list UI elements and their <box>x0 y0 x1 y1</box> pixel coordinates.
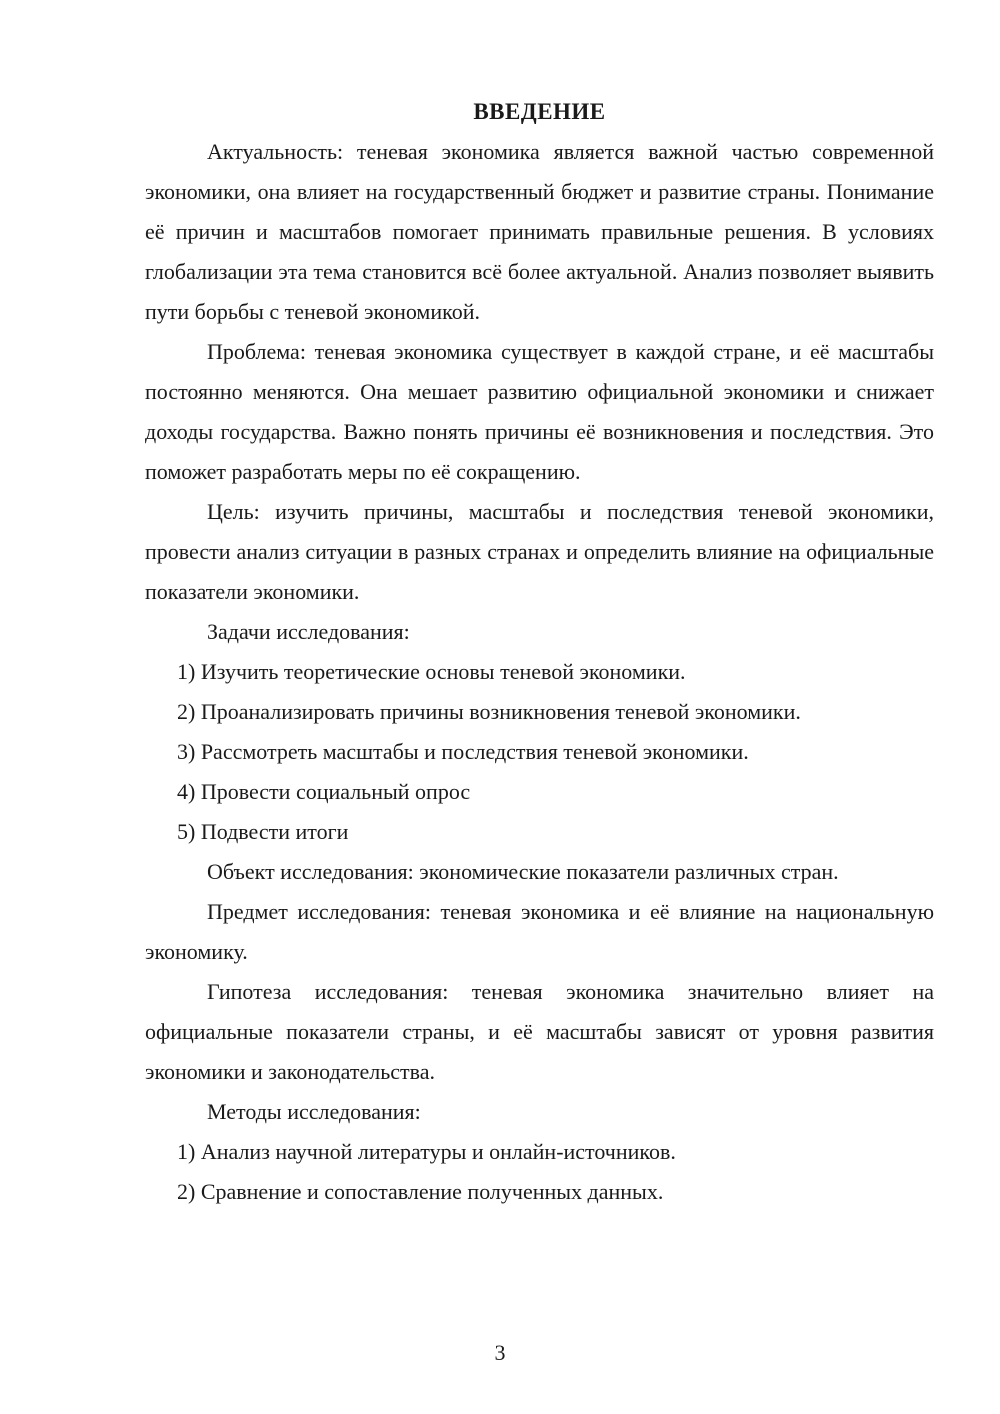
document-content <box>145 92 934 1212</box>
methods-heading: Методы исследования: <box>207 1099 421 1124</box>
paragraph-goal: Цель: изучить причины, масштабы и последствия теневой экономики, провести анализ ситуации в разных странах и определить влияние на официальные показатели экономики. <box>145 499 934 604</box>
methods-list <box>145 1132 934 1212</box>
paragraph-subject: Предмет исследования: теневая экономика и её влияние на национальную экономику. <box>145 899 934 964</box>
page-number: 3 <box>494 1340 506 1365</box>
paragraph-hypothesis: Гипотеза исследования: теневая экономика значительно влияет на официальные показатели страны, и её масштабы зависят от уровня развития экономики и законодательства. <box>145 979 934 1084</box>
paragraph-relevance: Актуальность: теневая экономика является важной частью современной экономики, она влияет на государственный бюджет и развитие страны. Понимание её причин и масштабов помогает принимать правильные решения. В условиях глобализации эта тема становится всё более актуальной. Анализ позволяет выявить пути борьбы с теневой экономикой. <box>145 139 934 324</box>
method-item-1: 1) Анализ научной литературы и онлайн-источников. <box>177 1139 676 1164</box>
task-item-1: 1) Изучить теоретические основы теневой экономики. <box>177 659 686 684</box>
paragraph-object: Объект исследования: экономические показатели различных стран. <box>207 859 839 884</box>
tasks-list <box>145 652 934 852</box>
task-item-2: 2) Проанализировать причины возникновения теневой экономики. <box>177 699 801 724</box>
task-item-4: 4) Провести социальный опрос <box>177 779 471 804</box>
method-item-2: 2) Сравнение и сопоставление полученных данных. <box>177 1179 664 1204</box>
page-title: ВВЕДЕНИЕ <box>473 99 606 124</box>
task-item-5: 5) Подвести итоги <box>177 819 349 844</box>
task-item-3: 3) Рассмотреть масштабы и последствия теневой экономики. <box>177 739 749 764</box>
tasks-heading: Задачи исследования: <box>207 619 410 644</box>
paragraph-problem: Проблема: теневая экономика существует в каждой стране, и её масштабы постоянно меняются. Она мешает развитию официальной экономики и снижает доходы государства. Важно понять причины её возникновения и последствия. Это поможет разработать меры по её сокращению. <box>145 339 934 484</box>
